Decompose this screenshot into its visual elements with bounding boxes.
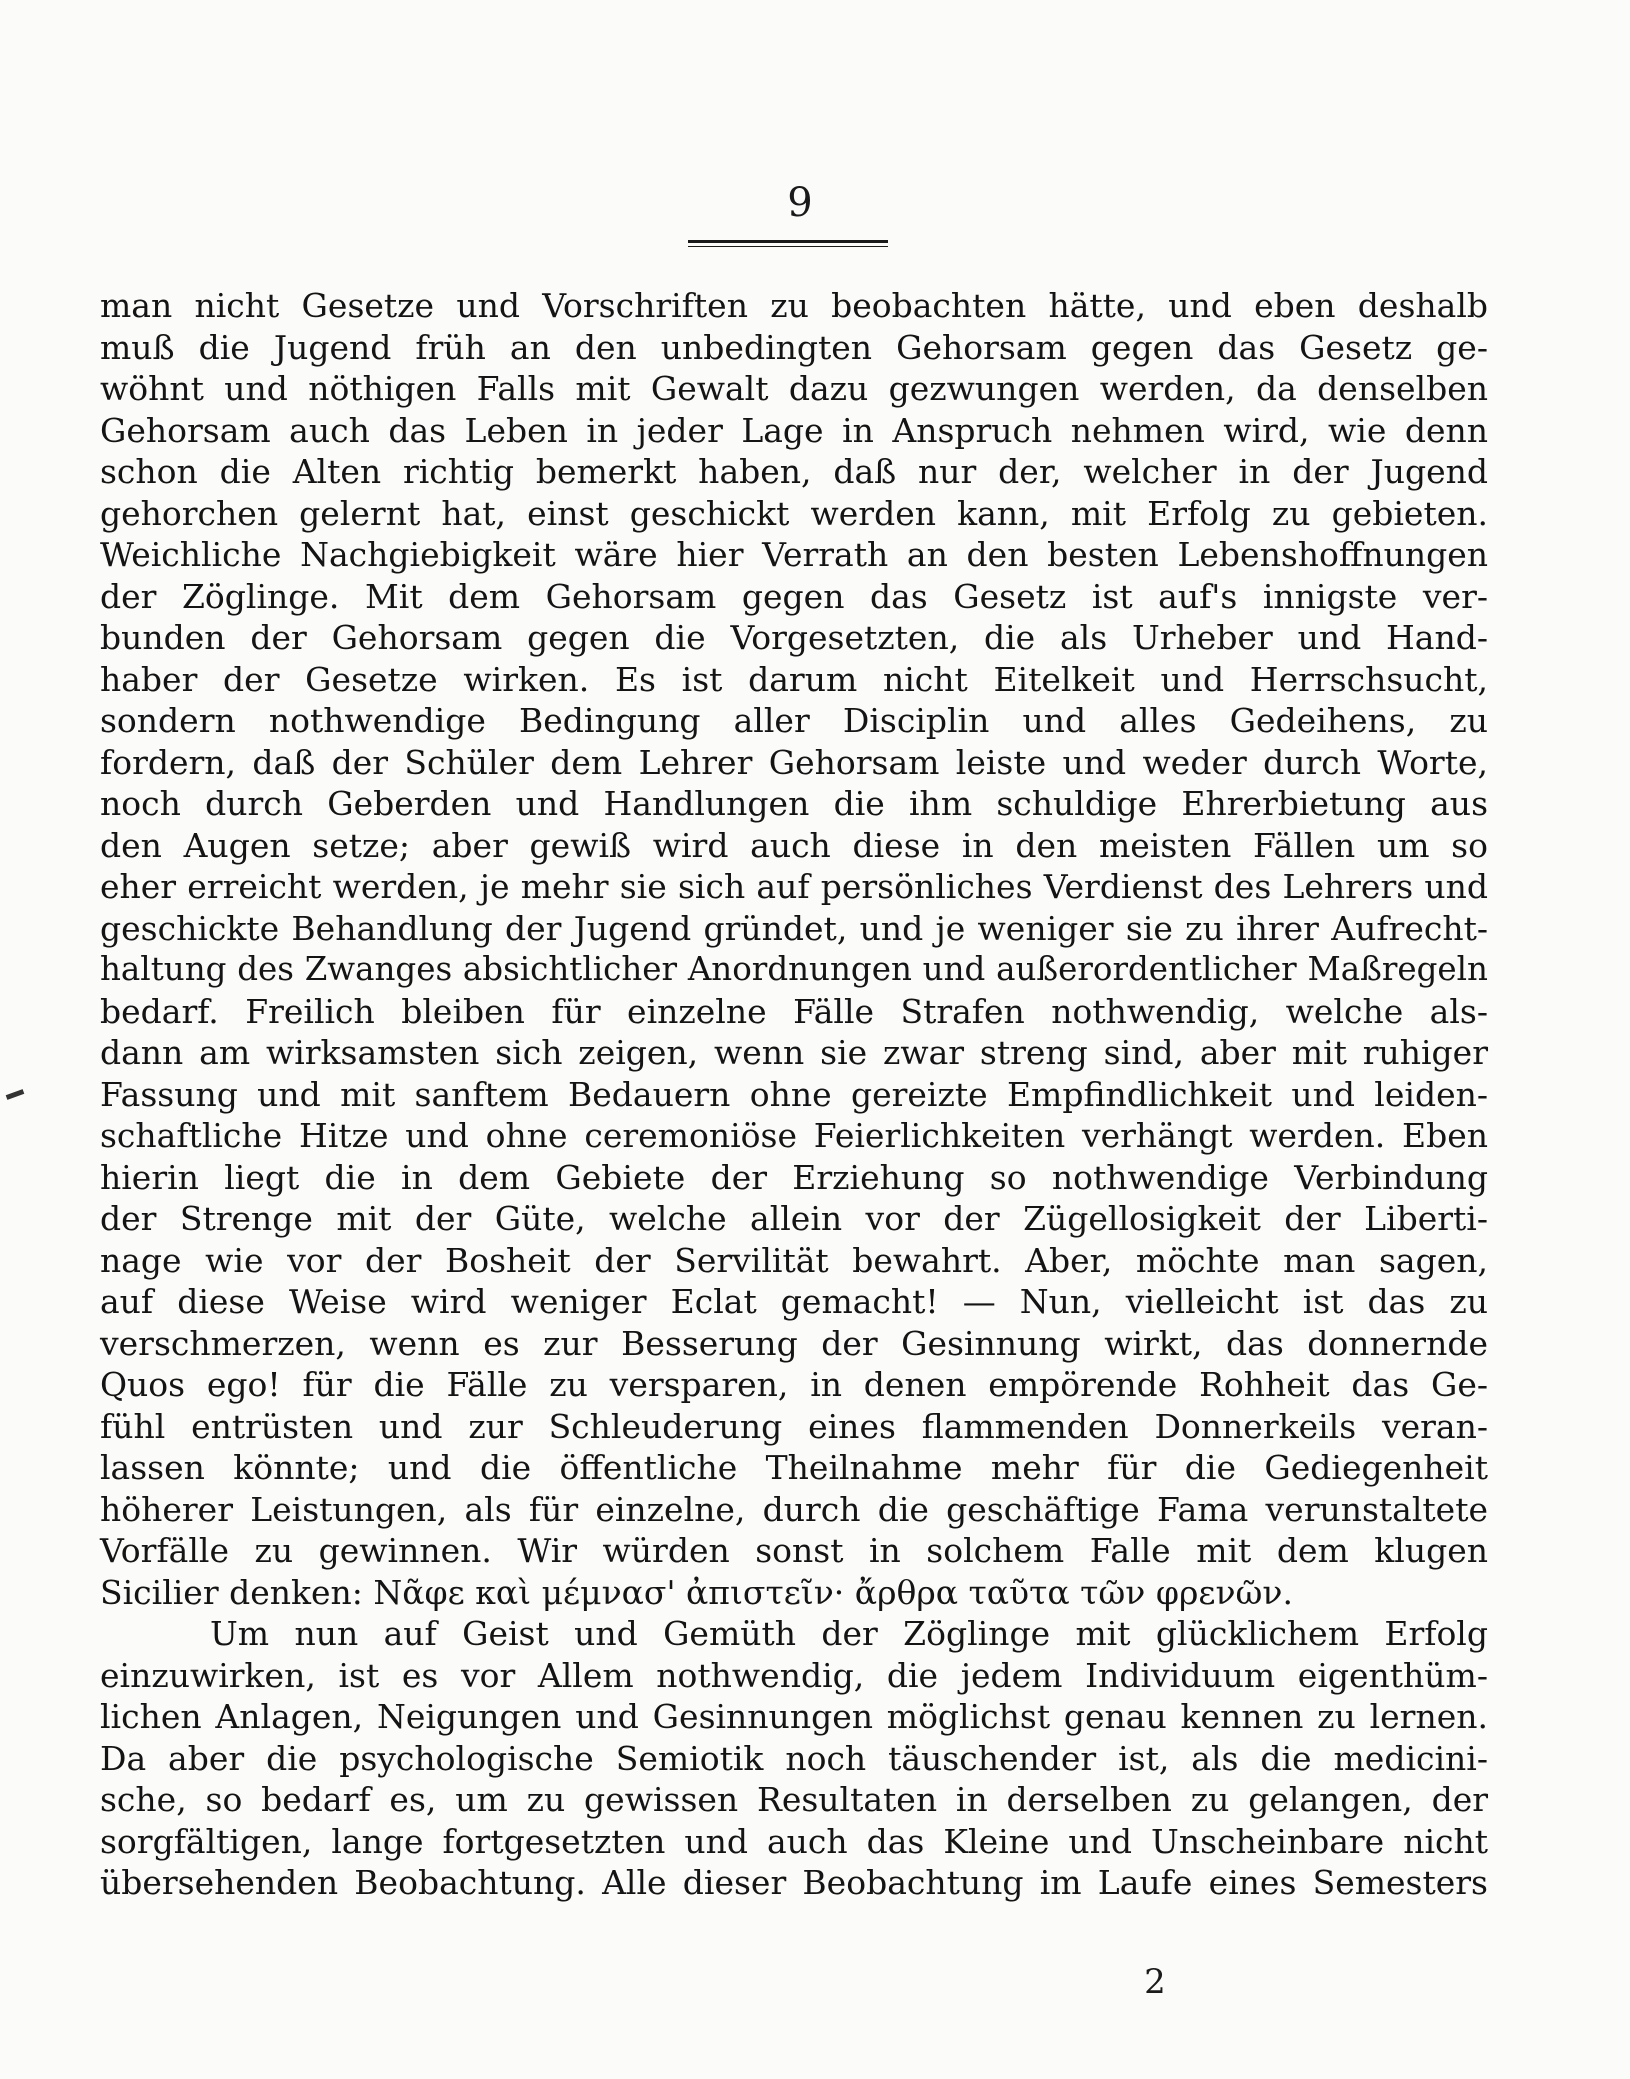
body-text bbox=[100, 285, 1488, 1904]
text-line: lichen Anlagen, Neigungen und Gesinnungen möglichst genau kennen zu lernen. bbox=[100, 1697, 1488, 1736]
text-line-greek-quote: Sicilier denken: Νᾶφε καὶ μέμνασ' ἀπιστεῖν· ἄρθρα ταῦτα τῶν φρενῶν. bbox=[100, 1572, 1293, 1612]
text-line: einzuwirken, ist es vor Allem nothwendig, die jedem Individuum eigenthüm- bbox=[100, 1655, 1488, 1695]
text-line: bedarf. Freilich bleiben für einzelne Fälle Strafen nothwendig, welche als- bbox=[100, 991, 1488, 1031]
text-line: sondern nothwendige Bedingung aller Disciplin und alles Gedeihens, zu bbox=[100, 701, 1488, 740]
signature-mark: 2 bbox=[1144, 1962, 1166, 2002]
text-line: übersehenden Beobachtung. Alle dieser Beobachtung im Laufe eines Semesters bbox=[100, 1863, 1488, 1902]
text-line: muß die Jugend früh an den unbedingten Gehorsam gegen das Gesetz ge- bbox=[100, 327, 1488, 367]
text-line: der Strenge mit der Güte, welche allein vor der Zügellosigkeit der Liberti- bbox=[100, 1199, 1488, 1238]
text-line: schaftliche Hitze und ohne ceremoniöse Feierlichkeiten verhängt werden. Eben bbox=[100, 1116, 1488, 1155]
text-line: Da aber die psychologische Semiotik noch täuschender ist, als die medicini- bbox=[100, 1738, 1488, 1778]
text-line: wöhnt und nöthigen Falls mit Gewalt dazu gezwungen werden, da denselben bbox=[100, 369, 1488, 408]
text-line: den Augen setze; aber gewiß wird auch diese in den meisten Fällen um so bbox=[100, 825, 1488, 865]
text-line: sorgfältigen, lange fortgesetzten und auch das Kleine und Unscheinbare nicht bbox=[100, 1821, 1488, 1861]
text-line: sche, so bedarf es, um zu gewissen Resultaten in derselben zu gelangen, der bbox=[100, 1780, 1488, 1819]
text-line: auf diese Weise wird weniger Eclat gemacht! — Nun, vielleicht ist das zu bbox=[100, 1282, 1488, 1321]
header-rule bbox=[688, 240, 888, 243]
text-line: Vorfälle zu gewinnen. Wir würden sonst in solchem Falle mit dem klugen bbox=[100, 1531, 1488, 1570]
text-line: nage wie vor der Bosheit der Servilität bewahrt. Aber, möchte man sagen, bbox=[100, 1240, 1488, 1280]
text-line: fordern, daß der Schüler dem Lehrer Gehorsam leiste und weder durch Worte, bbox=[100, 742, 1488, 782]
header-rule-thin bbox=[688, 246, 888, 247]
margin-mark bbox=[6, 1089, 25, 1100]
text-line: Gehorsam auch das Leben in jeder Lage in Anspruch nehmen wird, wie denn bbox=[100, 410, 1488, 450]
text-line: höherer Leistungen, als für einzelne, durch die geschäftige Fama verunstaltete bbox=[100, 1489, 1488, 1529]
text-line: der Zöglinge. Mit dem Gehorsam gegen das Gesetz ist auf's innigste ver- bbox=[100, 576, 1488, 616]
page-number: 9 bbox=[787, 180, 813, 226]
text-line-paragraph-start: Um nun auf Geist und Gemüth der Zöglinge mit glücklichem Erfolg bbox=[210, 1614, 1488, 1653]
text-line: verschmerzen, wenn es zur Besserung der Gesinnung wirkt, das donnernde bbox=[100, 1323, 1488, 1363]
text-line: noch durch Geberden und Handlungen die ihm schuldige Ehrerbietung aus bbox=[100, 784, 1488, 823]
text-line: hierin liegt die in dem Gebiete der Erziehung so nothwendige Verbindung bbox=[100, 1157, 1488, 1197]
text-line: man nicht Gesetze und Vorschriften zu beobachten hätte, und eben deshalb bbox=[100, 286, 1488, 325]
text-line: Fassung und mit sanftem Bedauern ohne gereizte Empfindlichkeit und leiden- bbox=[100, 1074, 1488, 1114]
text-line: eher erreicht werden, je mehr sie sich auf persönliches Verdienst des Lehrers und bbox=[100, 867, 1488, 906]
text-line: dann am wirksamsten sich zeigen, wenn sie zwar streng sind, aber mit ruhiger bbox=[100, 1033, 1488, 1072]
text-line: schon die Alten richtig bemerkt haben, daß nur der, welcher in der Jugend bbox=[100, 452, 1488, 491]
text-line: haber der Gesetze wirken. Es ist darum nicht Eitelkeit und Herrschsucht, bbox=[100, 659, 1488, 699]
text-line: geschickte Behandlung der Jugend gründet, und je weniger sie zu ihrer Aufrecht- bbox=[100, 908, 1488, 948]
text-line: Quos ego! für die Fälle zu versparen, in denen empörende Rohheit das Ge- bbox=[100, 1365, 1488, 1404]
text-line: fühl entrüsten und zur Schleuderung eines flammenden Donnerkeils veran- bbox=[100, 1406, 1488, 1446]
text-line: bunden der Gehorsam gegen die Vorgesetzten, die als Urheber und Hand- bbox=[100, 618, 1488, 657]
text-line: lassen könnte; und die öffentliche Theilnahme mehr für die Gediegenheit bbox=[100, 1448, 1488, 1487]
text-line: gehorchen gelernt hat, einst geschickt werden kann, mit Erfolg zu gebieten. bbox=[100, 493, 1488, 533]
text-line: haltung des Zwanges absichtlicher Anordnungen und außerordentlicher Maßregeln bbox=[100, 950, 1488, 988]
text-line: Weichliche Nachgiebigkeit wäre hier Verrath an den besten Lebenshoffnungen bbox=[100, 535, 1488, 574]
